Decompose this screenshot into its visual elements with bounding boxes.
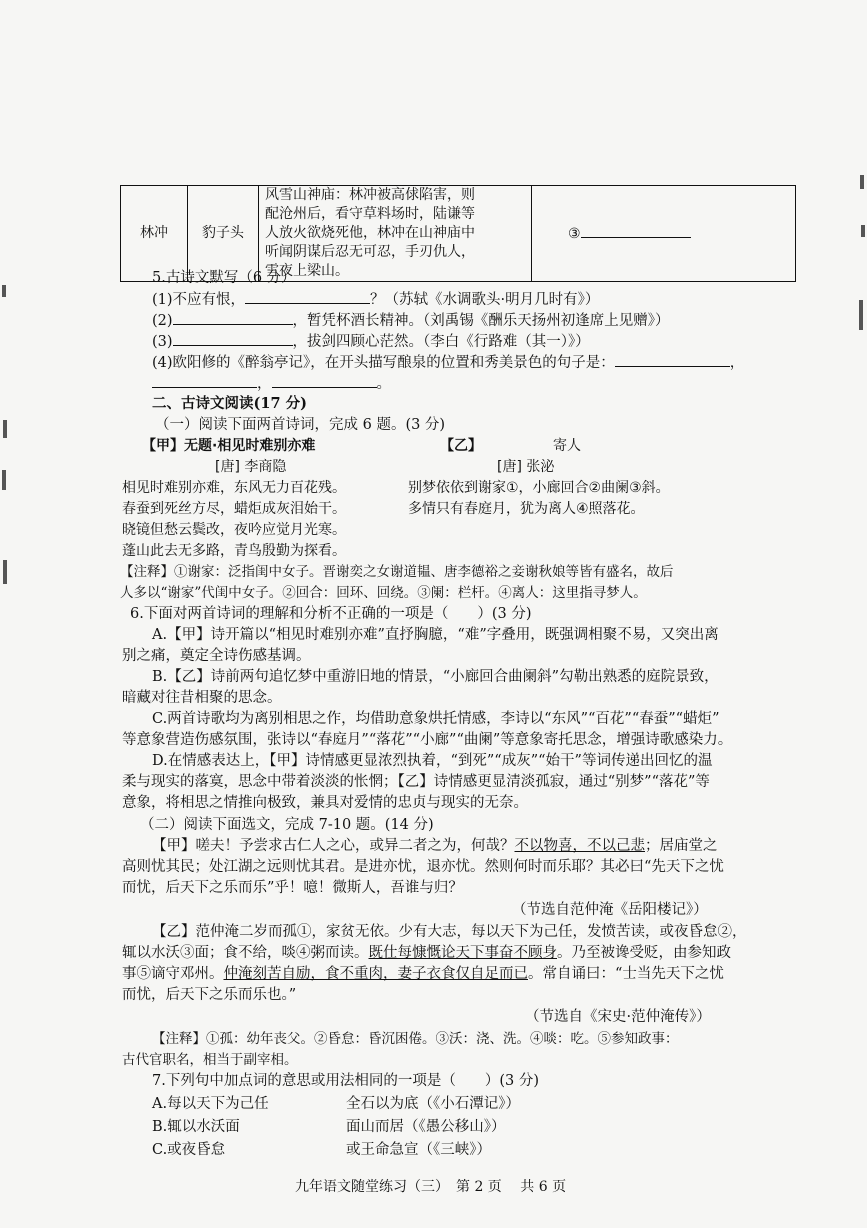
prose-yi-line: 事⑤谪守邓州。仲淹刻苦自励，食不重肉，妻子衣食仅自足而已。常自诵曰：“士当先天下之忧 [122,966,724,982]
q5-line-4: (4)欧阳修的《醉翁亭记》，在开头描写酿泉的位置和秀美景色的句子是： ， [152,352,744,373]
q7-option-left: B.辄以水沃面 [152,1119,240,1135]
scan-mark-right [861,225,865,237]
scan-mark-left [2,470,6,490]
q6-option: A.【甲】诗开篇以“相见时难别亦难”直抒胸臆，“难”字叠用，既强调相聚不易，又突出离 [152,627,719,643]
scan-mark-left [3,560,7,584]
q6-option: 意象，将相思之情推向极致，兼具对爱情的忠贞与现实的无奈。 [122,795,528,811]
q6-option: C.两首诗歌均为离别相思之作，均借助意象烘托情感，李诗以“东风”“百花”“春蚕”“蜡炬” [152,711,720,727]
story-line: 配沧州后，看守草料场时，陆谦等 [265,206,475,222]
scan-mark-right [860,175,864,189]
poem-jia-title: 【甲】无题·相见时难别亦难 [142,438,316,454]
answer-blank[interactable] [581,223,691,238]
prose-jia-line: 高则忧其民；处江湖之远则忧其君。是进亦忧，退亦忧。然则何时而乐耶？其必曰“先天下之忧 [122,859,724,875]
poem-jia-line: 晓镜但愁云鬓改，夜吟应觉月光寒。 [122,522,346,538]
prose-yi-line: 而忧，后天下之乐而乐也。” [122,987,297,1003]
q7-option-left: A.每以天下为己任 [152,1096,269,1112]
q7-option-left: C.或夜昏怠 [152,1142,226,1158]
q5-blank-5[interactable] [152,373,257,388]
table-cell-answer[interactable]: ③ [532,186,796,282]
scan-mark-right [859,300,863,330]
prose-yi-line: 【乙】范仲淹二岁而孤①，家贫无依。少有大志，每以天下为己任，发愤苦读，或夜昏怠②， [152,924,747,940]
table-cell-name: 林冲 [121,186,188,282]
poem-jia-line: 春蚕到死丝方尽，蜡炬成灰泪始干。 [122,501,346,517]
q5-blank-4[interactable] [615,352,730,367]
q6-option: D.在情感表达上，【甲】诗情感更显浓烈执着，“到死”“成灰”“始干”等词传递出回忆的温 [152,753,713,769]
table-cell-nickname: 豹子头 [188,186,259,282]
prose-yi-line: 辄以水沃③面；食不给，啖④粥而读。既仕每慷慨论天下事奋不顾身。乃至被谗受贬，由参知政 [122,945,731,961]
story-line: 听闻阴谋后忍无可忍，手刃仇人， [265,244,475,260]
poem-yi-author: [唐] 张泌 [497,459,555,475]
page-footer: 九年语文随堂练习（三） 第 2 页 共 6 页 [295,1179,567,1195]
q7-option-right: 全石以为底（《小石潭记》） [346,1096,520,1112]
q7-option-right: 或王命急宣（《三峡》） [346,1142,491,1158]
poem-yi-line: 别梦依依到谢家①，小廊回合②曲阑③斜。 [408,480,670,496]
poem-yi-line: 多情只有春庭月，犹为离人④照落花。 [408,501,645,517]
q5-blank-2[interactable] [173,310,293,325]
q5-line-5: ， 。 [152,373,391,394]
prose-jia-line: 而忧，后天下之乐而乐”乎！噫！微斯人，吾谁与归？ [122,880,463,896]
q5-line-2: (2) ，暂凭杯酒长精神。（刘禹锡《酬乐天扬州初逢席上见赠》） [152,310,670,331]
poem-yi-title: 寄人 [553,438,581,454]
q5-blank-1[interactable] [245,289,370,304]
scan-mark-left [2,285,6,297]
q6-stem: 6.下面对两首诗词的理解和分析不正确的一项是（ ）(3 分) [130,606,532,622]
story-line: 雪夜上梁山。 [265,263,349,279]
q5-blank-3[interactable] [173,331,293,346]
part-2-instructions: （二）阅读下面选文，完成 7-10 题。(14 分) [140,817,434,833]
q7-option-right: 面山而居（《愚公移山》） [346,1119,506,1135]
part-1-instructions: （一）阅读下面两首诗词，完成 6 题。(3 分) [155,417,446,433]
prose-jia-source: （节选自范仲淹《岳阳楼记》） [512,902,708,918]
table-cell-story [259,186,532,282]
q6-option: B.【乙】诗前两句追忆梦中重游旧地的情景，“小廊回合曲阑斜”勾勒出熟悉的庭院景致， [152,669,719,685]
poem-jia-author: [唐] 李商隐 [215,459,287,475]
poem-jia-line: 蓬山此去无多路，青鸟殷勤为探看。 [122,543,346,559]
q7-stem: 7.下列句中加点词的意思或用法相同的一项是（ ）(3 分) [152,1073,539,1089]
q5-blank-6[interactable] [272,373,377,388]
prose-yi-source: （节选自《宋史·范仲淹传》） [525,1009,711,1025]
q5-title: 5.古诗文默写（6 分） [152,270,296,286]
q6-option: 等意象营造伤感氛围，张诗以“春庭月”“落花”“小廊”“曲阑”等意象寄托思念，增强诗歌感染力。 [122,732,733,748]
note-2-line: 【注释】①孤：幼年丧父。②昏怠：昏沉困倦。③沃：浇、洗。④啖：吃。⑤参知政事： [152,1031,679,1047]
q6-option: 柔与现实的落寞，思念中带着淡淡的怅惘；【乙】诗情感更显清淡孤寂，通过“别梦”“落花”等 [122,774,710,790]
note-1-line: 人多以“谢家”代闺中女子。②回合：回环、回绕。③阑：栏杆。④离人：这里指寻梦人。 [120,585,647,601]
note-2-line: 古代官职名，相当于副宰相。 [122,1052,298,1068]
scan-mark-left [3,420,7,438]
prose-jia-line: 【甲】嗟夫！予尝求古仁人之心，或异二者之为，何哉？不以物喜，不以己悲；居庙堂之 [152,838,718,854]
section-2-title: 二、古诗文阅读(17 分) [152,395,307,412]
q5-line-1: (1)不应有恨， ？（苏轼《水调歌头·明月几时有》） [152,289,599,310]
story-line: 风雪山神庙：林冲被高俅陷害，则 [265,187,475,203]
story-line: 人放火欲烧死他，林冲在山神庙中 [265,225,475,241]
q5-line-3: (3) ，拔剑四顾心茫然。（李白《行路难（其一）》） [152,331,590,352]
q6-option: 别之痛，奠定全诗伤感基调。 [122,648,311,664]
poem-jia-line: 相见时难别亦难，东风无力百花残。 [122,480,346,496]
q6-option: 暗藏对往昔相聚的思念。 [122,690,282,706]
note-1-line: 【注释】①谢家：泛指闺中女子。晋谢奕之女谢道韫、唐李德裕之妾谢秋娘等皆有盛名，故后 [120,564,674,580]
poem-yi-tag: 【乙】 [440,438,482,454]
